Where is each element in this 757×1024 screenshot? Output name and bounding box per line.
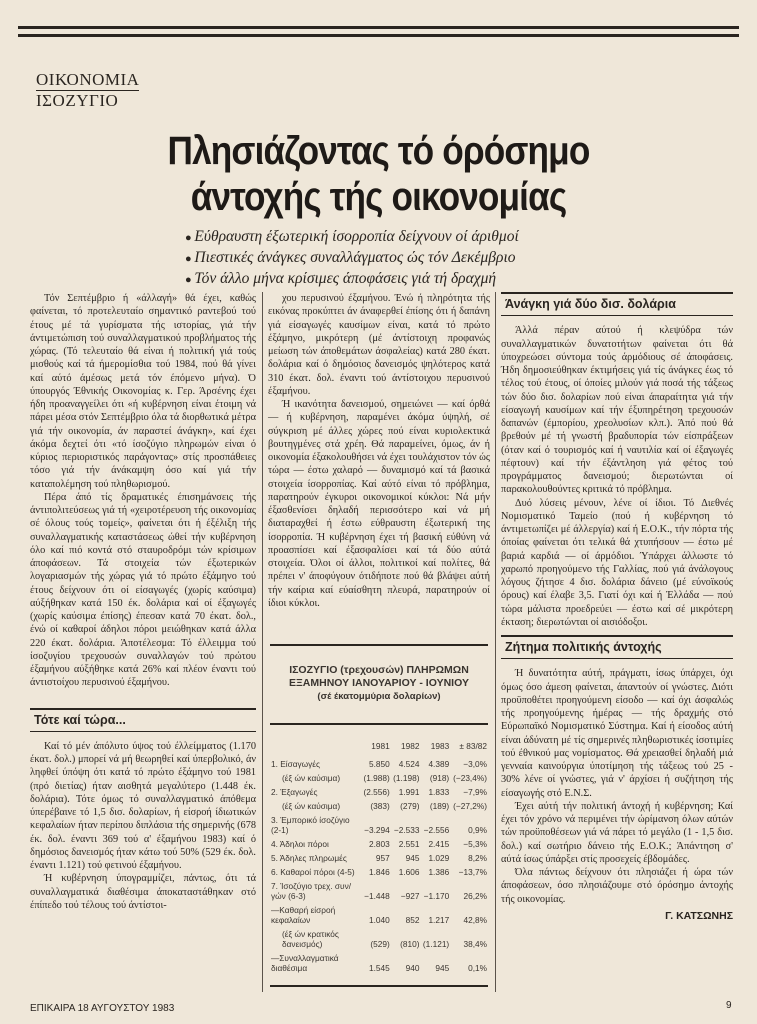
- category: ΟΙΚΟΝΟΜΙΑ: [36, 70, 140, 89]
- table-cell: (189): [429, 801, 450, 811]
- table-cell: (810): [400, 939, 420, 949]
- table-row: [270, 851, 488, 865]
- table-body: [270, 757, 488, 975]
- paragraph: Ή ικανότητα δανεισμού, σημειώνει — καί όρθά — ή κυβέρνηση, παραμένει άκόμα ύψηλή, σέ σύγκριση μέ άλλες χώρες πού είναι κυριολεκτικά βουτηγμένες στά χρέη. Θά παραμείνει, όμως, άν ή οικονομία έξακολουθήσει νά έχει τουλάχιστον τόν ώς τώρα — έστω χαλαρό — δυναμισμό καί τά βασικά στοιχεία ίσορροπίας. Καί αύτό είναι τό πρόβλημα, παρατηρούν έγκυροι οικονομικοί κύκλοι: Νά μήν έξασθενίσει δηλαδή περισσότερο καί νά μή διαταραχθεί ή έστω εύθραυστη έξωτερική της ίσορροπία. Ή κυβέρνηση έχει τή βασική εύθύνη νά προασπίσει καί έξασφαλίσει καί τά δύο αύτά στοιχεία. Όλοι οί άλλοι, πολιτικοί καί πολίτες, θά πρέπει ν' άποφύγουν ότιδήποτε πού θά βλάψει αύτή τήν καίρια καί εύαίσθητη πλευρά, παρατηρούν οί ίδιοι κύκλοι.: [268, 399, 490, 609]
- table-cell: 2.415: [428, 839, 450, 849]
- table-row: [270, 879, 488, 903]
- table-cell: 38,4%: [463, 939, 487, 949]
- table-cell: 5.850: [368, 759, 390, 769]
- row-label: 6. Καθαροί πόροι (4-5): [271, 867, 355, 877]
- table-cell: 8,2%: [468, 853, 487, 863]
- table-row: [270, 813, 488, 837]
- deck-bullet: ● Εύθραυστη έξωτερική ίσορροπία δείχνουν οί άριθμοί: [185, 227, 519, 248]
- table-row: [270, 771, 488, 785]
- table-cell: 2.551: [398, 839, 420, 849]
- table-cell: 1.040: [368, 915, 390, 925]
- table-title-line: (σέ έκατομμύρια δολαρίων): [317, 691, 441, 702]
- table-cell: 1.029: [428, 853, 450, 863]
- table-cell: −927: [400, 891, 420, 901]
- subheading: Άνάγκη γιά δύο δισ. δολάρια: [501, 292, 733, 316]
- column-3: [501, 292, 733, 923]
- table-cell: −1.448: [364, 891, 390, 901]
- table-cell: −2.556: [423, 825, 450, 835]
- headline-line: άντοχής τής οικονομίας: [190, 175, 567, 219]
- paragraph: Τόν Σεπτέμβριο ή «άλλαγή» θά έχει, καθώς φαίνεται, τό προτελευταίο σημαντικό ραντεβού τού έτους μέ τά γυρίσματα τής ιστορίας, γιά τήν άντιμετώπιση τού συναλλαγματικού προβλήματος τής χώρας. (Τό τελευταίο θά είναι ή πολιτική γιά τούς μισθούς καί τά ήμερομίσθια τού 1984, πού θά γίνει καί αύτό άμέσως μετά τόν έπόμενο μήνα). Ό ύπουργός Έθνικής Οικονομίας κ. Γερ. Άρσένης έχει ήδη προαναγγείλει ότι «ή κυβέρνηση είναι έτοιμη νά πάρει μέσα στόν Σεπτέμβριο όλα τά διορθωτικά μέτρα γιά τήν οικονομία, άν παραστεί άνάγκη», καί έχει άκόμα δεχτεί ότι «τό ίσοζύγιο πληρωμών είναι ό κύριος περιοριστικός παράγοντας» στίς προσπάθειες τόσο γιά τήν άνάκαμψη όσο καί γιά τήν καταπολέμηση τού πληθωρισμού.: [30, 293, 256, 490]
- table-row: [270, 951, 488, 975]
- table-cell: −3,0%: [463, 759, 487, 769]
- table-title: [270, 644, 488, 725]
- table-cell: 1.991: [398, 787, 420, 797]
- table-cell: 42,8%: [463, 915, 487, 925]
- deck-bullet: ● Πιεστικές άνάγκες συναλλάγματος ώς τόν Δεκέμβριο: [185, 248, 519, 269]
- table-cell: 26,2%: [463, 891, 487, 901]
- headline: [45, 128, 711, 220]
- row-label: 5. Άδηλες πληρωμές: [271, 853, 347, 863]
- column-1: [30, 292, 256, 912]
- paragraph: χου περυσινού έξαμήνου. Ένώ ή πληρότητα τής εικόνας προκύπτει άν άναφερθεί έπίσης ότι ή δαπάνη γιά είσαγωγές καυσίμων είναι, κατά τό πρώτο έξάμηνο, μικρότερη (μέ άντίστοιχη προφανώς μείωση τών άποθεμάτων άσφαλείας) κατά 280 έκατ. δολάρια καί ό δημόσιος δανεισμός ψηλότερος κατά 310 έκατ. δολ. έναντι τού άντίστοιχου περυσινού έξαμήνου.: [268, 293, 490, 397]
- paragraph: Πέρα άπό τίς δραματικές έπισημάνσεις τής άντιπολιτεύσεως γιά τή «χειροτέρευση τής οικονομίας σέ όλους τούς τομείς», φαίνεται ότι ή έξέλιξη τής συναλλαγματικής καταστάσεως ώθεί τήν κυβέρνηση όλο καί πιό κοντά στό σταυροδρόμι τών κρίσιμων άποφάσεων. Τά στοιχεία τών έξωτερικών λογαριασμών τής χώρας γιά τό πρώτο έξάμηνο τού έτους δείχνουν ότι οί είσαγωγές (χωρίς καύσιμα) αύξήθηκαν κατά 150 έκ. δολάρια καί οί έξαγωγές (χωρίς καύσιμα έπίσης) έπεσαν κατά 70 έκατ. δολ., ένώ οί καθαροί άδηλοι πόροι μειώθηκαν κατά άλλα 220 έκατ. δολάρια. Άποτέλεσμα: Τό έλλειμμα τού ίσοζυγίου τρεχουσών συναλλαγών τού πρώτου έξαμήνου αύξήθηκε κατά 26% καί πλέον έναντι τού άντιστοίχου περυσινού έξαμήνου.: [30, 491, 256, 689]
- table-cell: 4.389: [428, 759, 450, 769]
- table-cell: (−27,2%): [453, 801, 487, 811]
- row-label: (έξ ών καύσιμα): [282, 773, 341, 783]
- headline-line: Πλησιάζοντας τό όρόσημο: [167, 129, 590, 173]
- table-row: [270, 799, 488, 813]
- table-cell: 957: [375, 853, 390, 863]
- table-cell: 945: [405, 853, 420, 863]
- author-signature: Γ. ΚΑΤΣΩΝΗΣ: [665, 909, 733, 922]
- column-divider: [262, 292, 263, 992]
- subheading: Ζήτημα πολιτικής άντοχής: [501, 635, 733, 659]
- paragraph: Όλα πάντως δείχνουν ότι πλησιάζει ή ώρα τών άποφάσεων, όσο πλησιάζουμε στό όρόσημο άντοχής τής οικονομίας.: [501, 867, 733, 905]
- row-label: 4. Άδηλοι πόροι: [271, 839, 329, 849]
- table-title-line: ΙΣΟΖΥΓΙΟ (τρεχουσών) ΠΛΗΡΩΜΩΝ: [289, 664, 469, 676]
- section-label: [36, 70, 139, 110]
- table-cell: (918): [429, 773, 450, 783]
- row-label: (έξ ών καύσιμα): [282, 801, 341, 811]
- table-row: [270, 785, 488, 799]
- table-cell: −7,9%: [463, 787, 487, 797]
- table-cell: 852: [405, 915, 420, 925]
- table-cell: 1.217: [428, 915, 450, 925]
- table-cell: −5,3%: [463, 839, 487, 849]
- table-row: [270, 837, 488, 851]
- row-label: —Συναλλαγματικά διαθέσιμα: [271, 953, 339, 973]
- column-2: [268, 292, 490, 610]
- table-cell: (529): [370, 939, 390, 949]
- table-cell: (−23,4%): [453, 773, 487, 783]
- top-rule: [18, 34, 739, 37]
- footer-publication: ΕΠΙΚΑΙΡΑ 18 ΑΥΓΟΥΣΤΟΥ 1983: [30, 1003, 175, 1014]
- paragraph: Άλλά πέραν αύτού ή κλεψύδρα τών συναλλαγματικών δυνατοτήτων φαίνεται ότι θά ύποχρεώσει σύντομα τούς άρμόδιους σέ άποφάσεις. Ήδη δημοσιεύθηκαν έκτιμήσεις γιά τίς άνάγκες έως τό τέλος τού έτους, οί όποίες μιλούν γιά ποσά τής τάξεως τών δύο δισ. δολαρίων πού είναι άπαραίτητα γιά τήν είσαγωγή καυσίμων καί τήν έξυπηρέτηση τρεχουσών δαπανών (έμπορίου, χρεολυσίων κλπ.). Άπό πού θά βρεθούν μέ τή γνωστή βραδυπορία τών είσπράξεων (όταν καί ό τουρισμός καί ή ναυτιλία καί οί έξαγωγές πέφτουν) καί τήν έξάντληση γιά φέτος τού προγράμματος δανεισμού; διερωτώνται οί παρακολουθούντες κριτικά τό πρόβλημα.: [501, 325, 733, 496]
- row-label: 3. Έμπορικό ίσοζύγιο (2-1): [271, 815, 350, 835]
- page-number: 9: [726, 1000, 732, 1011]
- balance-of-payments-table: [270, 644, 488, 987]
- table-header-row: [270, 739, 488, 757]
- top-rule: [18, 26, 739, 29]
- deck-bullet: ● Τόν άλλο μήνα κρίσιμες άποφάσεις γιά τή δραχμή: [185, 269, 519, 290]
- table-cell: 0,9%: [468, 825, 487, 835]
- column-header: [270, 739, 361, 757]
- column-header: 1983: [430, 741, 450, 751]
- table-cell: −1.170: [423, 891, 450, 901]
- row-label: (έξ ών κρατικός δανεισμός): [282, 929, 339, 949]
- row-label: 1. Είσαγωγές: [271, 759, 320, 769]
- table-title-line: ΕΞΑΜΗΝΟΥ ΙΑΝΟΥΑΡΙΟΥ - ΙΟΥΝΙΟΥ: [289, 677, 469, 689]
- paragraph: Καί τό μέν άπόλυτο ύψος τού έλλείμματος (1.170 έκατ. δολ.) μπορεί νά μή θεωρηθεί καί ύπερβολικό, άν ληφθεί ύπόψη ότι κατά τό πρώτο έξάμηνο τού 1981 (πρό διετίας) ήταν αισθητά μεγαλύτερο (1.448 έκ. δολάρια). Τότε όμως τό συναλλαγματικό άπόθεμα ύπερέβαινε τό 1,5 δισ. δολαρίων, ή είσροή ίδιωτικών κεφαλαίων ήταν περίπου διπλάσια τής σημερινής (678 έκ. δολ. έναντι 369 τού α' έξαμήνου 1983) καί ό δημόσιος δανεισμός ήταν κάτω τού 50% (529 έκ. δολ. έναντι 1.121) τού φετινού έξαμήνου.: [30, 740, 256, 871]
- table-row: [270, 757, 488, 771]
- table-cell: −2.533: [393, 825, 420, 835]
- column-divider: [495, 292, 496, 992]
- table-cell: 1.545: [368, 963, 390, 973]
- table-cell: (1.198): [393, 773, 420, 783]
- table-row: [270, 927, 488, 951]
- row-label: 2. Έξαγωγές: [271, 787, 318, 797]
- table-cell: 945: [435, 963, 450, 973]
- table-cell: 1.386: [428, 867, 450, 877]
- table-bottom-rule: [270, 985, 488, 987]
- table-cell: 0,1%: [468, 963, 487, 973]
- column-header: ± 83/82: [459, 741, 487, 751]
- paragraph: Έχει αύτή τήν πολιτική άντοχή ή κυβέρνηση; Καί έχει τόν χρόνο νά περιμένει τήν ώρίμανση όλων αύτών τών προϋποθέσεων γιά νά πάρει τό μεγάλο (1 - 1,5 δισ. δολ.) καί σωτήριο δάνειο τής Ε.Ο.Κ.; Άπάντηση σ' αύτά ίσως ύπάρξει στίς προσεχείς έβδομάδες.: [501, 800, 733, 865]
- table-row: [270, 903, 488, 927]
- table-cell: (1.121): [422, 939, 450, 949]
- table-cell: 1.833: [428, 787, 450, 797]
- table-cell: (1.988): [363, 773, 390, 783]
- table-cell: −3.294: [364, 825, 390, 835]
- table-cell: (383): [370, 801, 390, 811]
- subcategory: ΙΣΟΖΥΓΙΟ: [36, 91, 119, 110]
- table-cell: (2.556): [363, 787, 390, 797]
- table-cell: 940: [405, 963, 420, 973]
- column-header: 1982: [401, 741, 420, 751]
- table-cell: 1.606: [398, 867, 420, 877]
- table-row: [270, 865, 488, 879]
- table-cell: 1.846: [368, 867, 390, 877]
- row-label: —Καθαρή είσροή κεφαλαίων: [271, 905, 336, 925]
- table-cell: −13,7%: [458, 867, 487, 877]
- deck-bullets: [185, 227, 519, 290]
- paragraph: Ή δυνατότητα αύτή, πράγματι, ίσως ύπάρχει, όχι όμως όσο άμεση φαίνεται, άπαντούν οί γνώστες. Διότι προϋποθέτει προηγούμενη είσοδο — καί όχι άσφαλώς τής προηγούμενης ήμέρας — τής δραχμής στό Εύρωπαϊκό Νομισματικό Σύστημα. Καί ή είσοδος αύτή είναι άδύνατη μέ τίς σημερινές πληθωριστικές ίσοτιμίες τού έθνικού μας νομίσματος. Θά χρειασθεί δηλαδή μιά γενναία καινούργια ύποτίμηση τής τάξεως τού 25 - 30% λένε οί γνώστες, γιά ν' άρχίσει ή συζήτηση τής είσαγωγής στό Ε.Ν.Σ.: [501, 668, 733, 799]
- row-label: 7. Ίσοζύγιο τρεχ. συν/γών (6-3): [271, 881, 352, 901]
- paragraph: Ή κυβέρνηση ύπογραμμίζει, πάντως, ότι τά συναλλαγματικά διαθέσιμα άποκαταστάθηκαν στό έπίπεδο τού τέλους τού άντίστοι-: [30, 873, 256, 911]
- table-cell: (279): [400, 801, 420, 811]
- table-cell: 2.803: [368, 839, 390, 849]
- subheading: Τότε καί τώρα...: [30, 708, 256, 732]
- table-cell: 4.524: [398, 759, 420, 769]
- paragraph: Δυό λύσεις μένουν, λένε οί ίδιοι. Τό Διεθνές Νομισματικό Ταμείο (πού ή κυβέρνηση τό άντιμετωπίζει μέ άλλεργία) καί ή Ε.Ο.Κ., τήν πόρτα τής όποίας φαίνεται ότι τελικά θά χτυπήσουν — έστω μέ βαριά καρδιά — οί άρμόδιοι. Ύπάρχει άλλωστε τό χαρωπό προηγούμενο τής Γαλλίας, πού γιά άνάλογους λόγους ζήτησε 4 δισ. δολάρια δάνειο (μέ εύνοϊκούς όρους) καί έλαβε 3,5. Γιατί όχι καί ή Έλλάδα — πού τώρα μάλιστα προεδρεύει — έστω καί σέ μικρότερη έκταση; διερωτώνται οί αισιόδοξοι.: [501, 497, 733, 628]
- column-header: 1981: [371, 741, 390, 751]
